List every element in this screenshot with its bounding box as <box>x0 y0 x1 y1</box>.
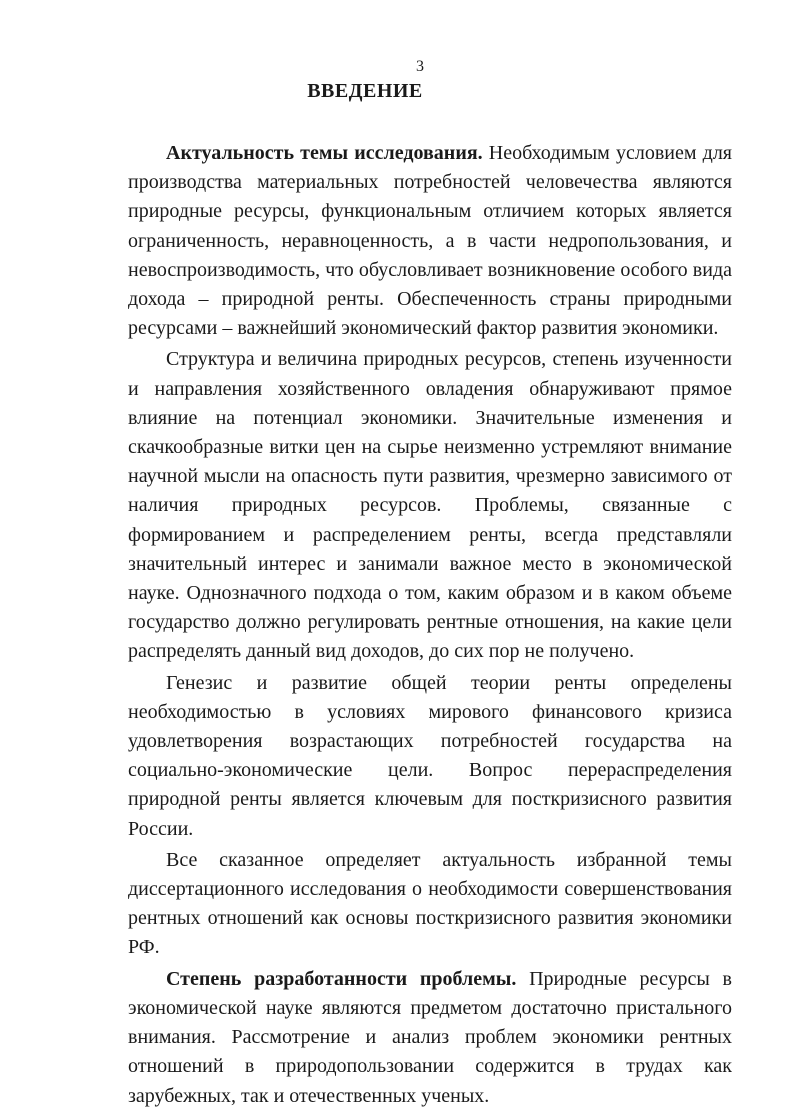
paragraph-text: Все сказанное определяет актуальность избранной темы диссертационного исследования о необходимости совершенствования рентных отношений как основы посткризисного развития экономики РФ. <box>128 848 732 959</box>
paragraph-lead: Степень разработанности проблемы. <box>166 967 517 990</box>
paragraph-text: Необходимым условием для производства материальных потребностей человечества являются природные ресурсы, функциональным отличием которых является ограниченность, неравноценность, а в части недропользования, и невоспроизводимость, что обусловливает возникновение особого вида дохода – природной ренты. Обеспеченность страны природными ресурсами – важнейший экономический фактор развития экономики. <box>128 142 732 340</box>
paragraph-summary <box>128 846 732 963</box>
paragraph-text: Природные ресурсы в экономической науке являются предметом достаточно пристального внимания. Рассмотрение и анализ проблем экономики рентных отношений в природопользовании содержится в трудах как зарубежных, так и отечественных ученых. <box>128 967 732 1107</box>
document-body <box>128 139 732 1111</box>
paragraph-degree <box>128 965 732 1111</box>
paragraph-genesis <box>128 669 732 844</box>
paragraph-text: Структура и величина природных ресурсов, степень изученности и направления хозяйственного овладения обнаруживают прямое влияние на потенциал экономики. Значительные изменения и скачкообразные витки цен на сырье неизменно устремляют внимание научной мысли на опасность пути развития, чрезмерно зависимого от наличия природных ресурсов. Проблемы, связанные с формированием и распределением ренты, всегда представляли значительный интерес и занимали важное место в экономической науке. Однозначного подхода о том, каким образом и в каком объеме государство должно регулировать рентные отношения, на какие цели распределять данный вид доходов, до сих пор не получено. <box>128 348 732 663</box>
page-number: 3 <box>416 58 424 75</box>
paragraph-lead: Актуальность темы исследования. <box>166 142 483 164</box>
paragraph-text: Генезис и развитие общей теории ренты определены необходимостью в условиях мирового финансового кризиса удовлетворения возрастающих потребностей государства на социально-экономические цели. Вопрос перераспределения природной ренты является ключевым для посткризисного развития России. <box>128 671 732 840</box>
paragraph-structure <box>128 345 732 666</box>
paragraph-relevance <box>128 139 732 343</box>
page-title: ВВЕДЕНИЕ <box>307 80 423 102</box>
